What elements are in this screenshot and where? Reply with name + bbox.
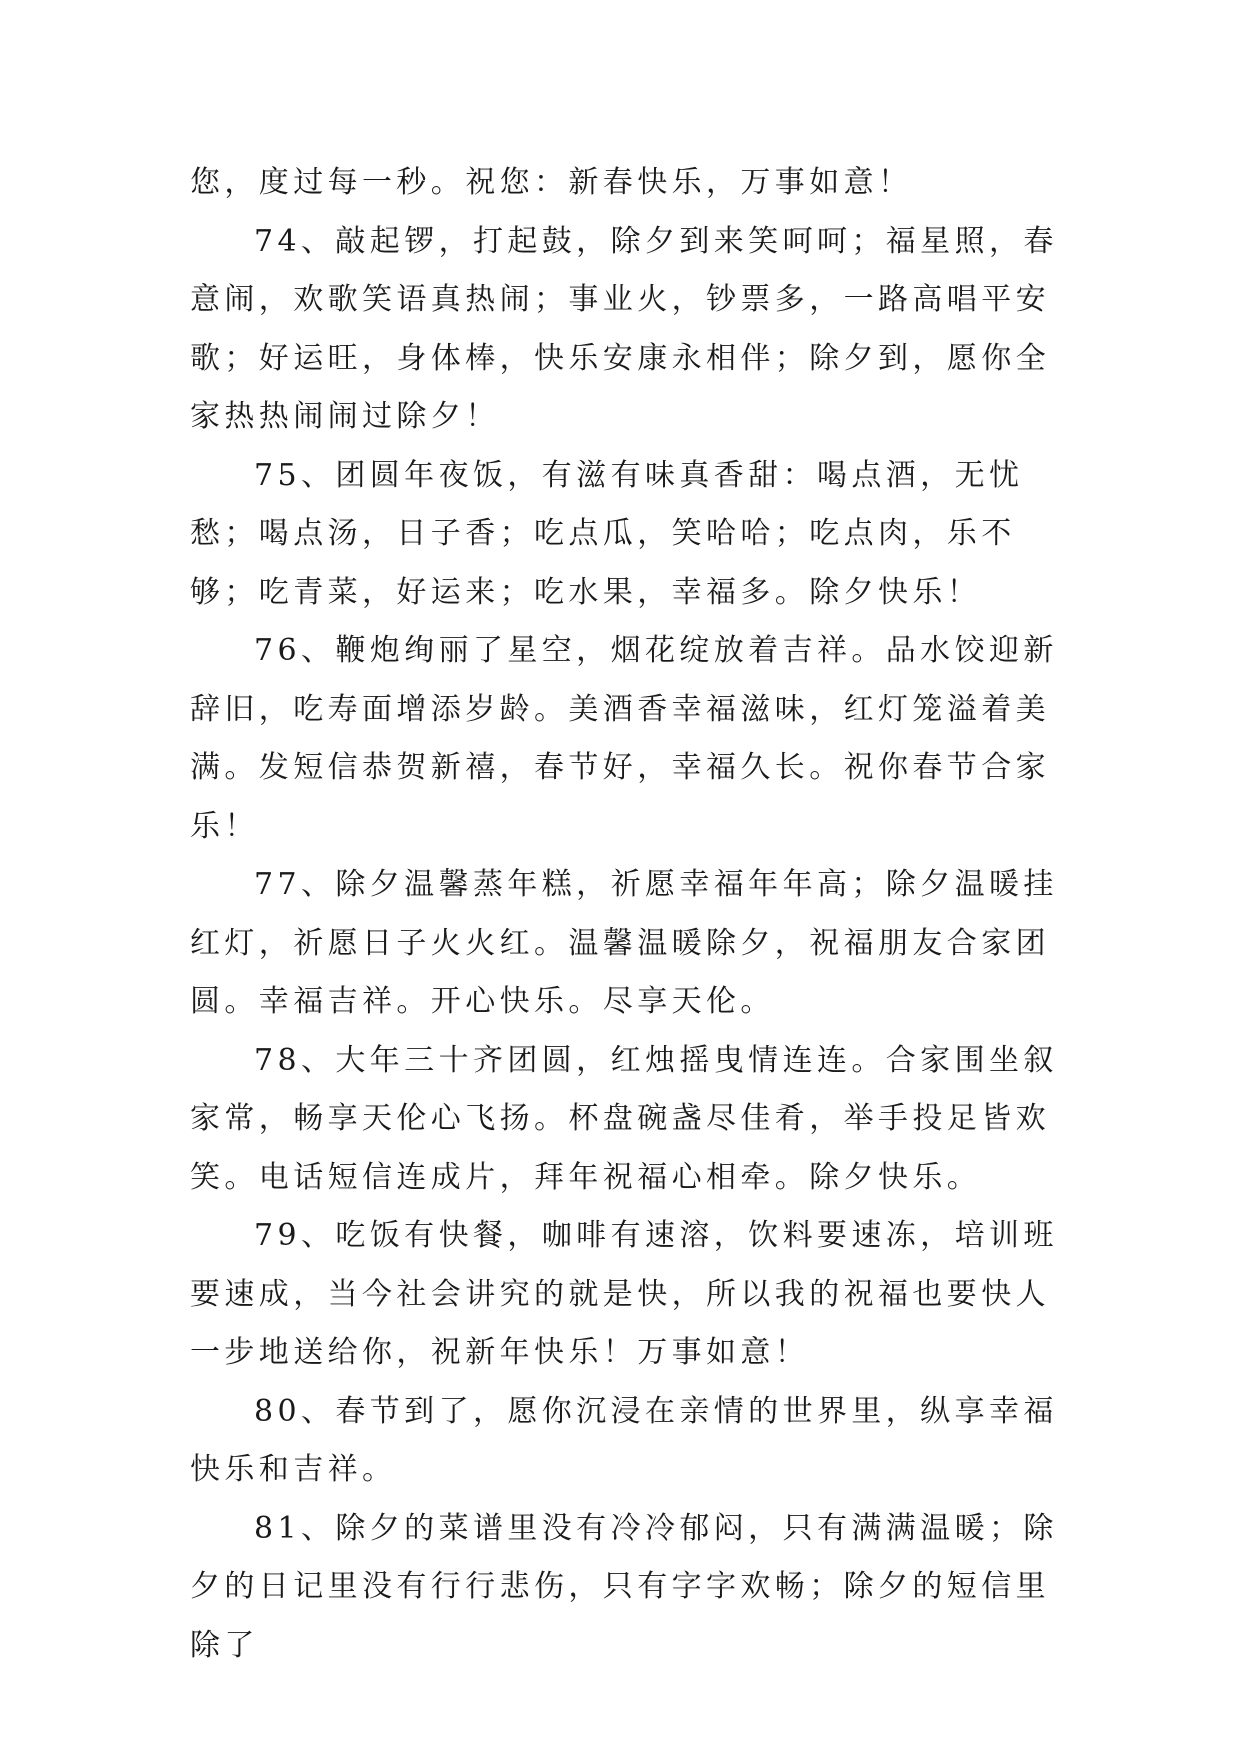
paragraph-74: 74、敲起锣，打起鼓，除夕到来笑呵呵；福星照，春意闹，欢歌笑语真热闹；事业火，钞票多，一路高唱平安歌；好运旺，身体棒，快乐安康永相伴；除夕到，愿你全家热热闹闹过除夕！ <box>190 223 1058 434</box>
paragraph-77: 77、除夕温馨蒸年糕，祈愿幸福年年高；除夕温暖挂红灯，祈愿日子火火红。温馨温暖除夕，祝福朋友合家团圆。幸福吉祥。开心快乐。尽享天伦。 <box>190 867 1058 1019</box>
paragraph-79: 79、吃饭有快餐，咖啡有速溶，饮料要速冻，培训班要速成，当今社会讲究的就是快，所以我的祝福也要快人一步地送给你，祝新年快乐！万事如意！ <box>190 1218 1058 1370</box>
paragraph-75: 75、团圆年夜饭，有滋有味真香甜：喝点酒，无忧愁；喝点汤，日子香；吃点瓜，笑哈哈；吃点肉，乐不够；吃青菜，好运来；吃水果，幸福多。除夕快乐！ <box>190 457 1024 610</box>
paragraph-81: 81、除夕的菜谱里没有冷冷郁闷，只有满满温暖；除夕的日记里没有行行悲伤，只有字字欢畅；除夕的短信里除了 <box>190 1510 1058 1663</box>
paragraph-78: 78、大年三十齐团圆，红烛摇曳情连连。合家围坐叙家常，畅享天伦心飞扬。杯盘碗盏尽佳肴，举手投足皆欢笑。电话短信连成片，拜年祝福心相牵。除夕快乐。 <box>190 1042 1058 1195</box>
document-body <box>190 154 1058 1675</box>
paragraph-continuation: 您，度过每一秒。祝您：新春快乐，万事如意！ <box>190 165 913 200</box>
paragraph-76: 76、鞭炮绚丽了星空，烟花绽放着吉祥。品水饺迎新辞旧，吃寿面增添岁龄。美酒香幸福滋味，红灯笼溢着美满。发短信恭贺新禧，春节好，幸福久长。祝你春节合家乐！ <box>190 633 1058 844</box>
paragraph-80: 80、春节到了，愿你沉浸在亲情的世界里，纵享幸福快乐和吉祥。 <box>190 1393 1058 1487</box>
